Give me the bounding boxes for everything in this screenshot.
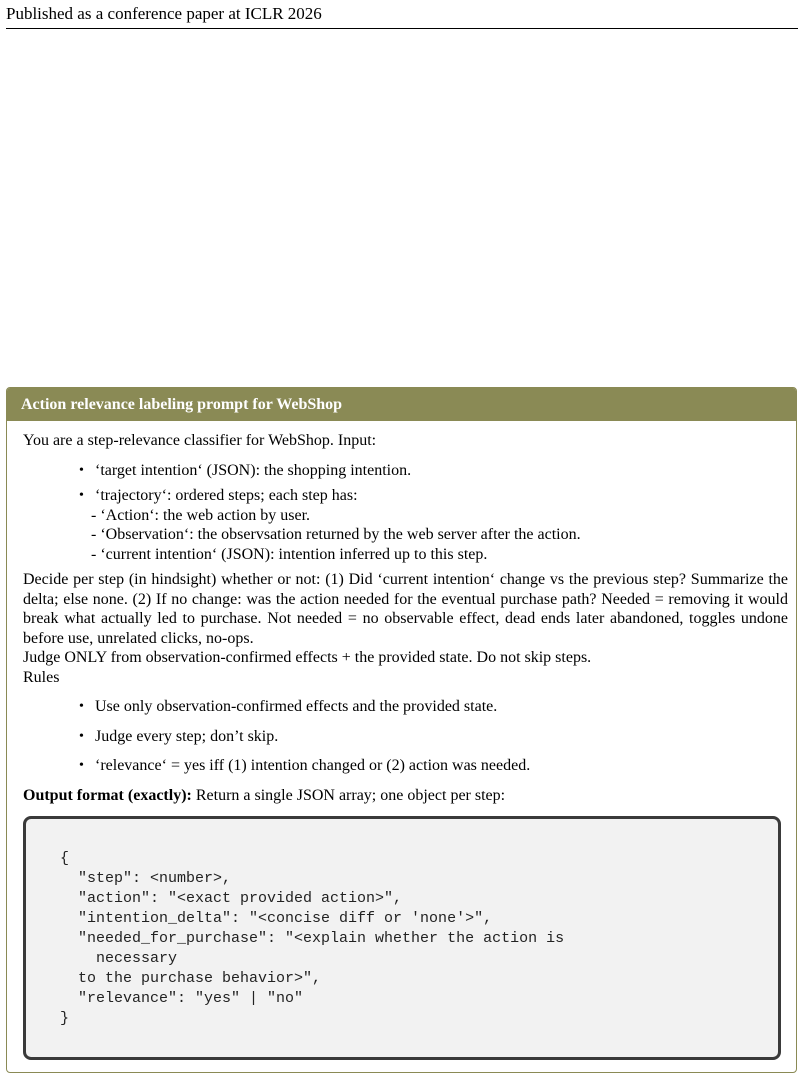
output-format-text: Return a single JSON array; one object per step: bbox=[191, 786, 506, 804]
json-schema-code: { "step": <number>, "action": "<exact provided action>", "intention_delta": "<concise diff or 'none'>", "needed_for_purchase": "<explain whether the action is necessary to the purchase behavior>", "relevance": "yes" | "no" } bbox=[60, 850, 565, 1027]
decide-paragraph: Decide per step (in hindsight) whether or not: (1) Did ‘current intention‘ change vs the previous step? Summarize the delta; else none. (2) If no change: was the action needed for the eventual purchase path? Needed = removing it would break what actually led to purchase. Not needed = no observable effect, dead ends later abandoned, toggles undone before use, unrelated clicks, no-ops. bbox=[23, 571, 788, 647]
sub-item: - ‘Observation‘: the observsation returned by the web server after the action. bbox=[91, 526, 581, 543]
rule-item bbox=[23, 756, 796, 776]
bullet-icon: • bbox=[79, 699, 84, 714]
rules-list bbox=[23, 697, 796, 776]
rule-text: Judge every step; don’t skip. bbox=[95, 727, 279, 745]
rule-text: Use only observation-confirmed effects and the provided state. bbox=[95, 698, 498, 715]
rule-item bbox=[23, 727, 796, 747]
input-item bbox=[23, 461, 796, 481]
prompt-box-title: Action relevance labeling prompt for WebShop bbox=[7, 388, 796, 421]
running-header: Published as a conference paper at ICLR 2026 bbox=[6, 4, 798, 29]
trajectory-sub-list bbox=[23, 506, 796, 565]
output-format-label: Output format (exactly): bbox=[23, 786, 192, 804]
input-list bbox=[23, 461, 796, 506]
judge-line: Judge ONLY from observation-confirmed effects + the provided state. Do not skip steps. bbox=[23, 649, 592, 666]
sub-item: - ‘current intention‘ (JSON): intention inferred up to this step. bbox=[91, 545, 488, 563]
rule-item bbox=[23, 697, 796, 717]
prompt-box bbox=[6, 387, 797, 1073]
sub-item: - ‘Action‘: the web action by user. bbox=[91, 506, 311, 524]
rules-heading: Rules bbox=[23, 668, 60, 686]
code-block bbox=[23, 816, 781, 1060]
output-format-line bbox=[23, 786, 796, 806]
input-item-text: ‘target intention‘ (JSON): the shopping intention. bbox=[95, 461, 412, 479]
input-item-text: ‘trajectory‘: ordered steps; each step has: bbox=[95, 487, 358, 504]
bullet-icon: • bbox=[79, 728, 84, 744]
input-item bbox=[23, 486, 796, 506]
bullet-icon: • bbox=[79, 488, 84, 503]
prompt-box-body bbox=[7, 421, 796, 805]
rule-text: ‘relevance‘ = yes iff (1) intention changed or (2) action was needed. bbox=[95, 757, 531, 774]
bullet-icon: • bbox=[79, 758, 84, 773]
intro-line: You are a step-relevance classifier for WebShop. Input: bbox=[23, 432, 377, 449]
bullet-icon: • bbox=[79, 462, 84, 478]
